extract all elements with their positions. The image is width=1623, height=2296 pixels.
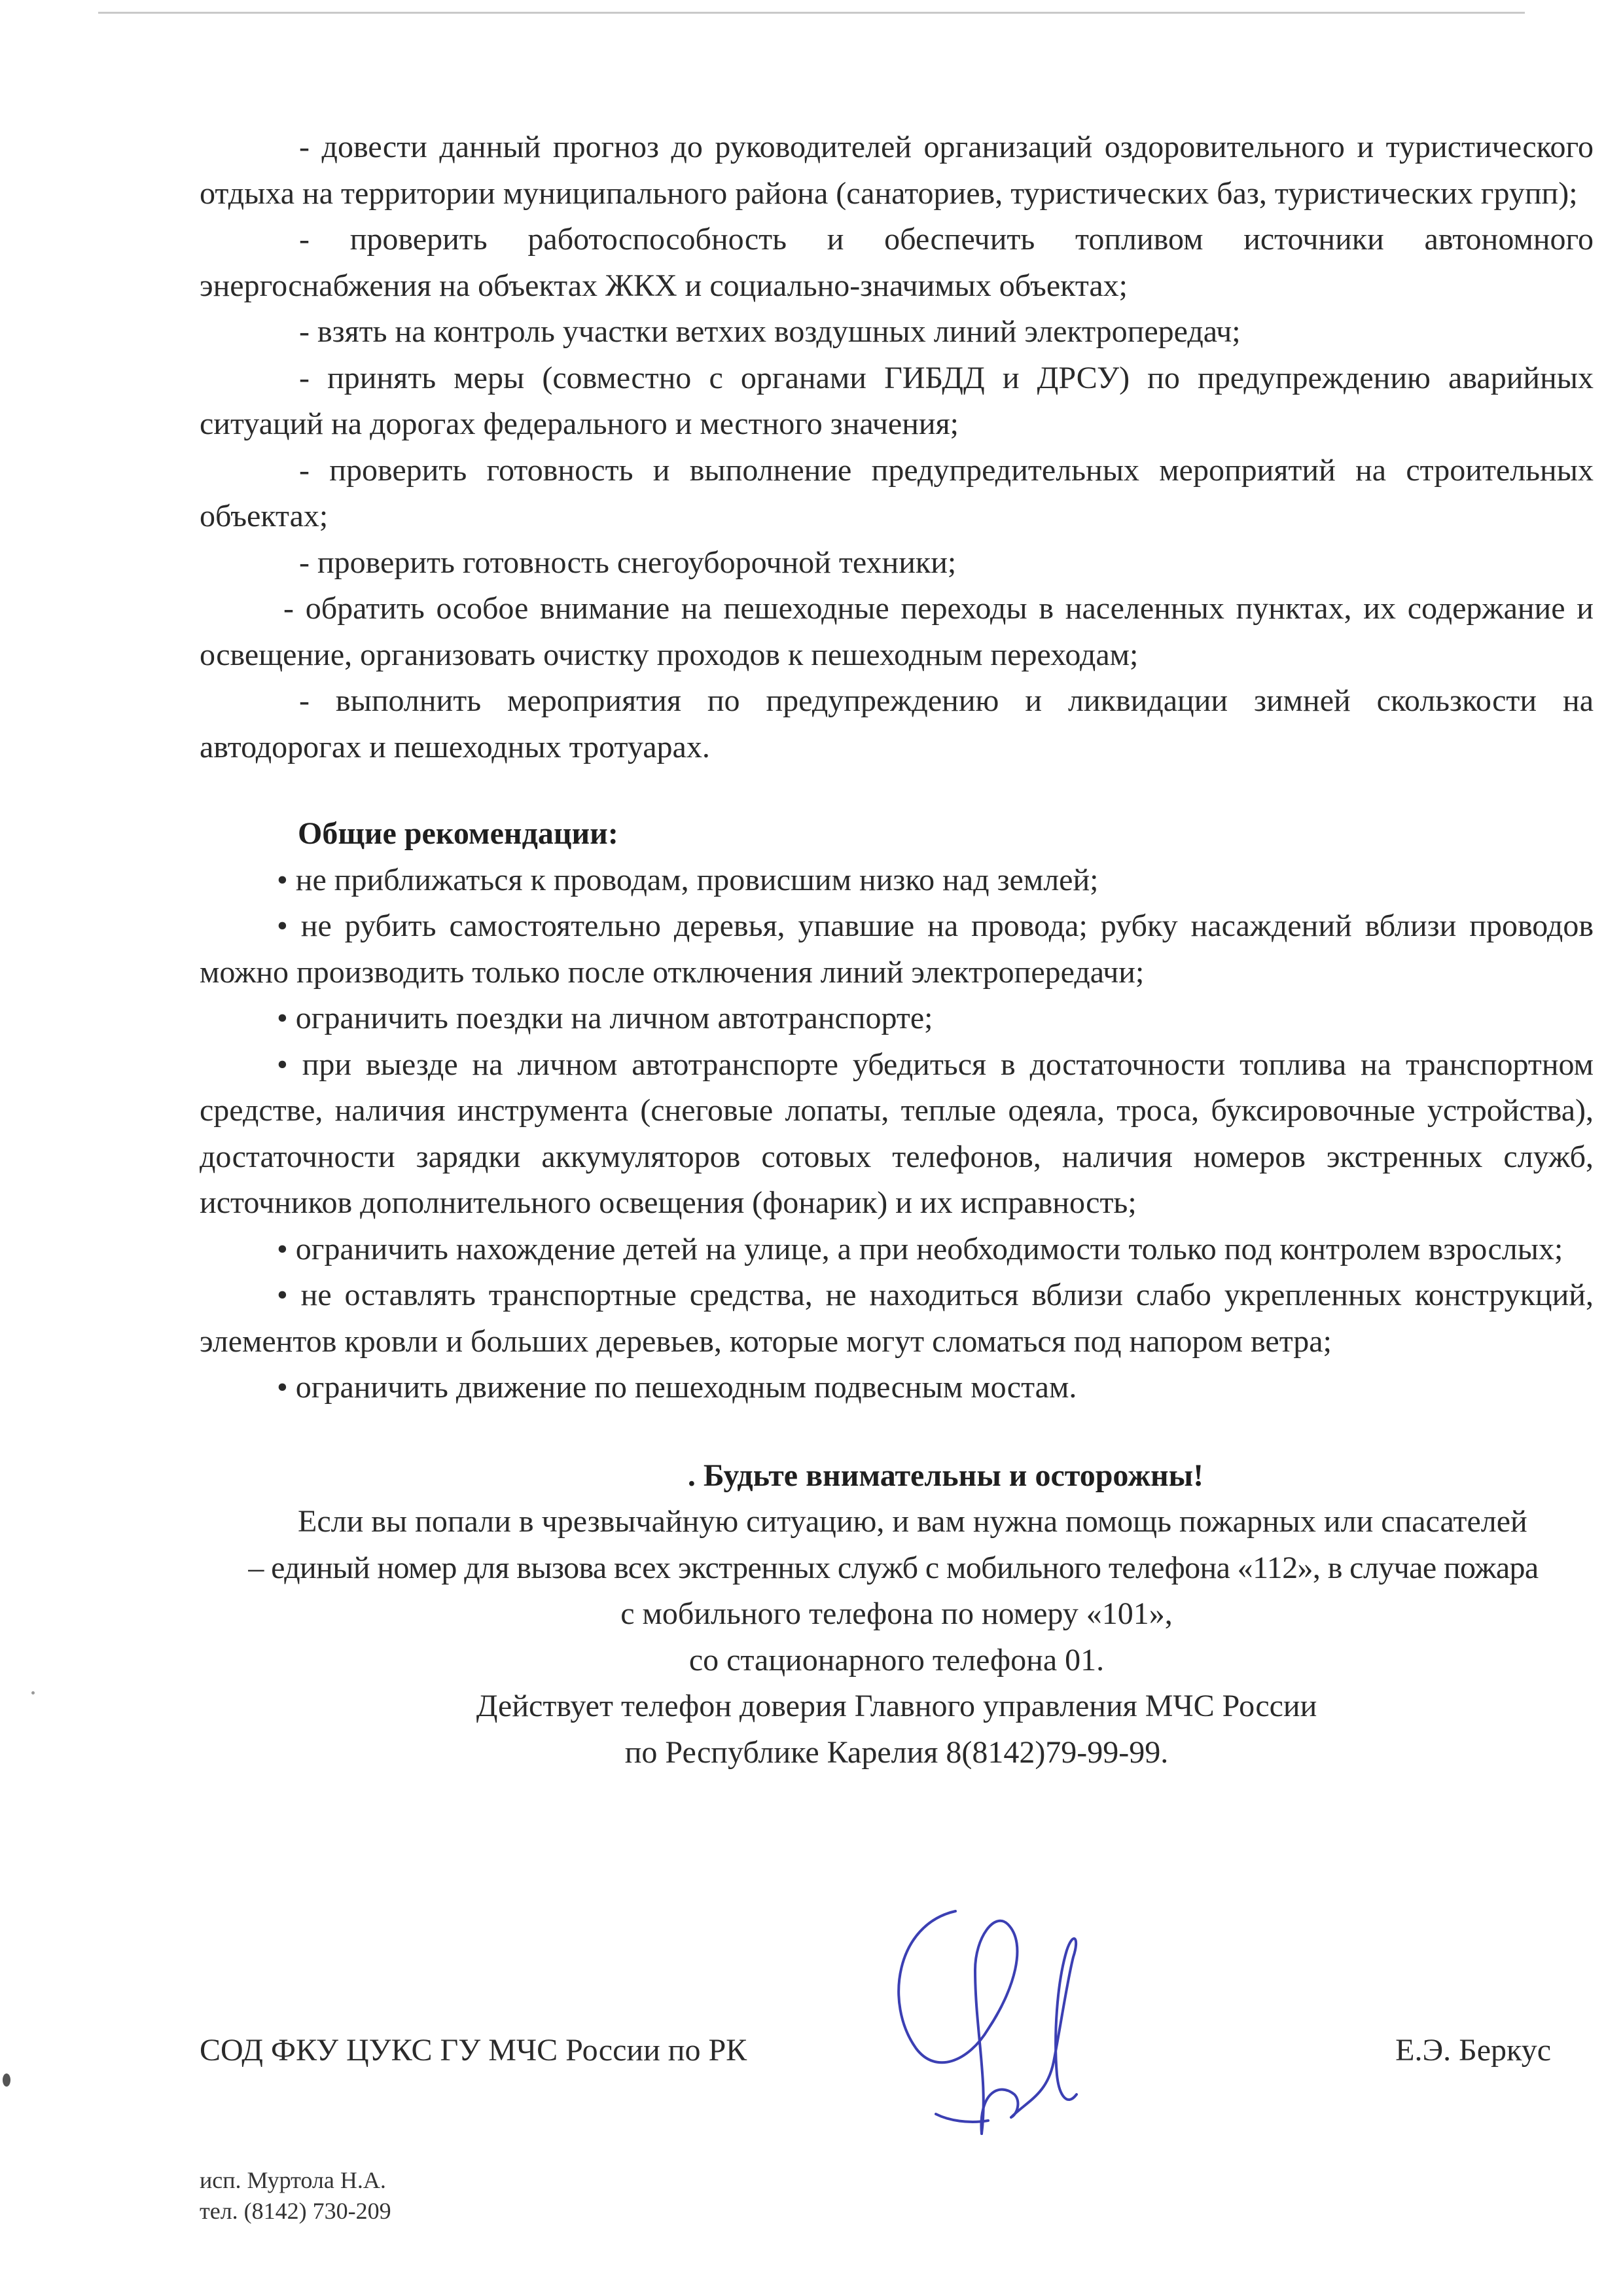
signature-row (200, 2032, 1551, 2085)
paragraph-8: - выполнить мероприятия по предупреждению и ликвидации зимней скользкости на автодорогах и пешеходных тротуарах. (200, 683, 1594, 764)
appeal-line: по Республике Карелия 8(8142)79-99-99. (624, 1734, 1169, 1770)
recommendation-item: • при выезде на личном автотранспорте убедиться в достаточности топлива на транспортном средстве, наличия инструмента (снеговые лопаты, теплые одеяла, троса, буксировочные устройства), достаточности зарядки аккумуляторов сотовых телефонов, наличия номеров экстренных служб, источников дополнительного освещения (фонарик) и их исправность; (200, 1047, 1594, 1220)
executor-name: исп. Муртола Н.А. (200, 2167, 386, 2193)
top-edge-line (98, 12, 1525, 14)
paragraph-7: - обратить особое внимание на пешеходные переходы в населенных пунктах, их содержание и освещение, организовать очистку проходов к пешеходным переходам; (200, 591, 1594, 672)
appeal-line: со стационарного телефона 01. (688, 1642, 1105, 1677)
signer-name: Е.Э. Беркус (1395, 2033, 1551, 2068)
recommendation-item: • не приближаться к проводам, провисшим низко над землей; (277, 862, 1099, 897)
paragraph-6: - проверить готовность снегоуборочной техники; (299, 545, 957, 580)
scan-speck (31, 1691, 35, 1695)
scan-speck (3, 2073, 10, 2087)
document-body (200, 124, 1594, 1776)
organization-name: СОД ФКУ ЦУКС ГУ МЧС России по РК (200, 2033, 747, 2068)
recommendation-item: • ограничить движение по пешеходным подвесным мостам. (277, 1370, 1077, 1405)
executor-phone: тел. (8142) 730-209 (200, 2198, 391, 2224)
appeal-line: Если вы попали в чрезвычайную ситуацию, и вам нужна помощь пожарных или спасателей (298, 1504, 1527, 1539)
appeal-block (200, 1453, 1594, 1776)
paragraph-4: - принять меры (совместно с органами ГИБДД и ДРСУ) по предупреждению аварийных ситуаций на дорогах федерального и местного значения; (200, 360, 1594, 441)
paragraph-1: - довести данный прогноз до руководителей организаций оздоровительного и туристического отдыха на территории муниципального района (санаториев, туристических баз, туристических групп); (200, 130, 1594, 211)
appeal-line: Действует телефон доверия Главного управления МЧС России (476, 1689, 1317, 1723)
recommendations-heading: Общие рекомендации: (298, 816, 618, 851)
executor-footer (200, 2165, 391, 2227)
paragraph-2: - проверить работоспособность и обеспечить топливом источники автономного энергоснабжения на объектах ЖКХ и социально-значимых объектах; (200, 222, 1594, 303)
appeal-title: . Будьте внимательны и осторожны! (687, 1458, 1204, 1493)
appeal-line: – единый номер для вызова всех экстренных служб с мобильного телефона «112», в случае пожара (248, 1550, 1539, 1585)
paragraph-3: - взять на контроль участки ветхих воздушных линий электропередач; (299, 314, 1241, 349)
recommendation-item: • не рубить самостоятельно деревья, упавшие на провода; рубку насаждений вблизи проводов можно производить только после отключения линий электропередачи; (200, 908, 1594, 990)
recommendation-item: • не оставлять транспортные средства, не находиться вблизи слабо укрепленных конструкций, элементов кровли и больших деревьев, которые могут сломаться под напором ветра; (200, 1278, 1594, 1359)
recommendation-item: • ограничить нахождение детей на улице, а при необходимости только под контролем взрослых; (277, 1231, 1563, 1266)
recommendation-item: • ограничить поездки на личном автотранспорте; (277, 1001, 933, 1035)
appeal-line: с мобильного телефона по номеру «101», (620, 1596, 1173, 1631)
paragraph-5: - проверить готовность и выполнение предупредительных мероприятий на строительных объектах; (200, 452, 1594, 533)
